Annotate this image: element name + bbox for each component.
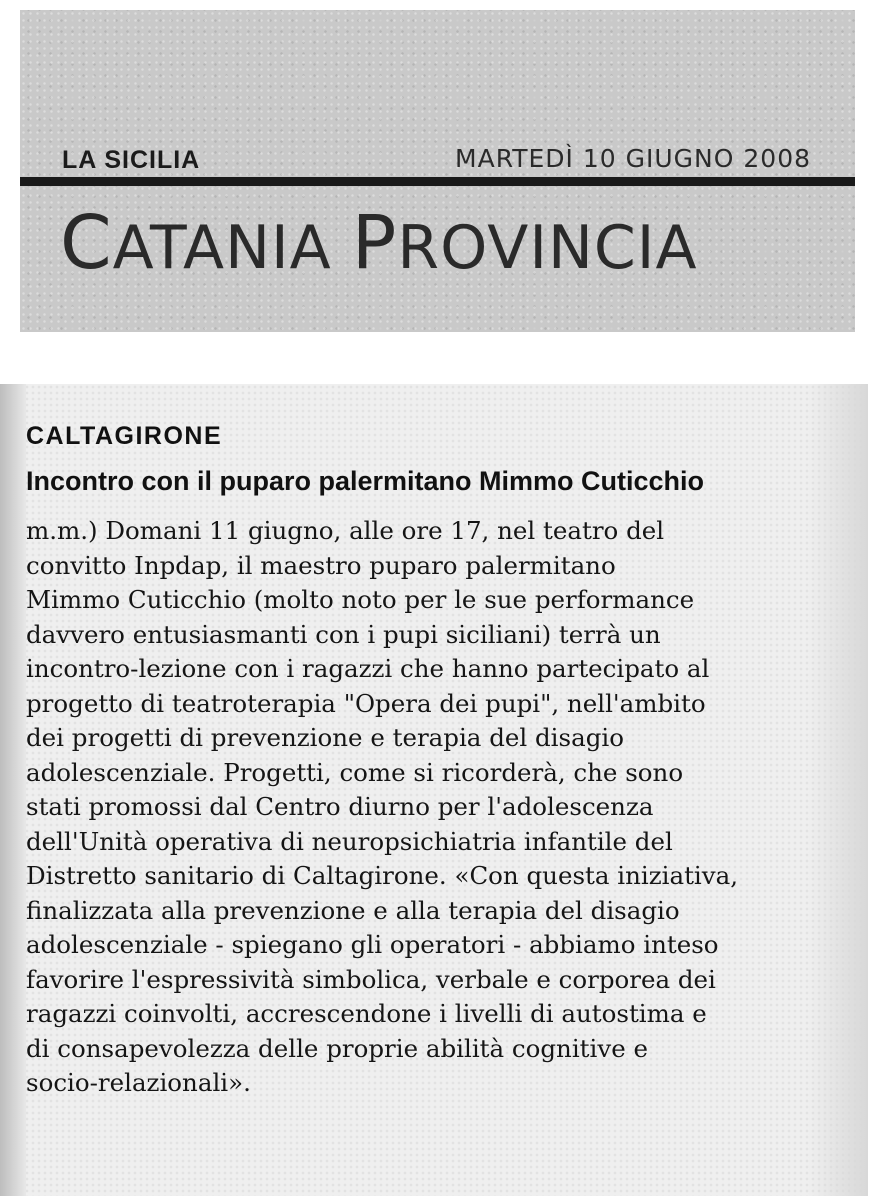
section-title-initial: C <box>60 200 113 286</box>
newspaper-header-clipping <box>20 10 855 332</box>
article-body-line: adolescenziale - spiegano gli operatori - abbiamo inteso <box>26 930 719 959</box>
section-subtitle-initial: P <box>351 200 398 286</box>
section-title-rest: ATANIA <box>112 213 332 283</box>
section-title <box>60 200 698 286</box>
article-body-line: m.m.) Domani 11 giugno, alle ore 17, nel teatro del <box>26 516 665 545</box>
scan-edge-left <box>0 384 26 1196</box>
article-body-line: socio-relazionali». <box>26 1068 251 1097</box>
publication-date: MARTEDÌ 10 GIUGNO 2008 <box>455 144 811 173</box>
article-body-line: stati promossi dal Centro diurno per l'adolescenza <box>26 792 654 821</box>
article-body-line: incontro-lezione con i ragazzi che hanno partecipato al <box>26 654 710 683</box>
article-clipping <box>0 384 868 1196</box>
article-body-line: convitto Inpdap, il maestro puparo palermitano <box>26 550 616 580</box>
section-subtitle-rest: ROVINCIA <box>397 213 698 283</box>
article-body-line: davvero entusiasmanti con i pupi siciliani) terrà un <box>26 619 661 649</box>
article-body-line: di consapevolezza delle proprie abilità cognitive e <box>26 1033 648 1063</box>
article-body-line: Mimmo Cuticchio (molto noto per le sue performance <box>26 585 695 614</box>
newspaper-name: LA SICILIA <box>62 146 201 174</box>
article-body-line: dell'Unità operativa di neuropsichiatria infantile del <box>26 826 673 856</box>
article-body-line: progetto di teatroterapia "Opera dei pupi", nell'ambito <box>26 688 706 718</box>
article-dateline: CALTAGIRONE <box>26 422 223 450</box>
article-body-line: dei progetti di prevenzione e terapia del disagio <box>26 723 624 752</box>
header-rule <box>20 177 855 186</box>
article-body-line: finalizzata alla prevenzione e alla terapia del disagio <box>26 895 680 925</box>
article-body-line: favorire l'espressività simbolica, verbale e corporea dei <box>26 964 716 994</box>
article-body-line: Distretto sanitario di Caltagirone. «Con questa iniziativa, <box>26 861 738 890</box>
article-body <box>26 514 856 1101</box>
article-body-line: ragazzi coinvolti, accrescendone i livelli di autostima e <box>26 999 707 1028</box>
article-headline: Incontro con il puparo palermitano Mimmo Cuticchio <box>26 466 705 496</box>
article-body-line: adolescenziale. Progetti, come si ricorderà, che sono <box>26 757 684 787</box>
